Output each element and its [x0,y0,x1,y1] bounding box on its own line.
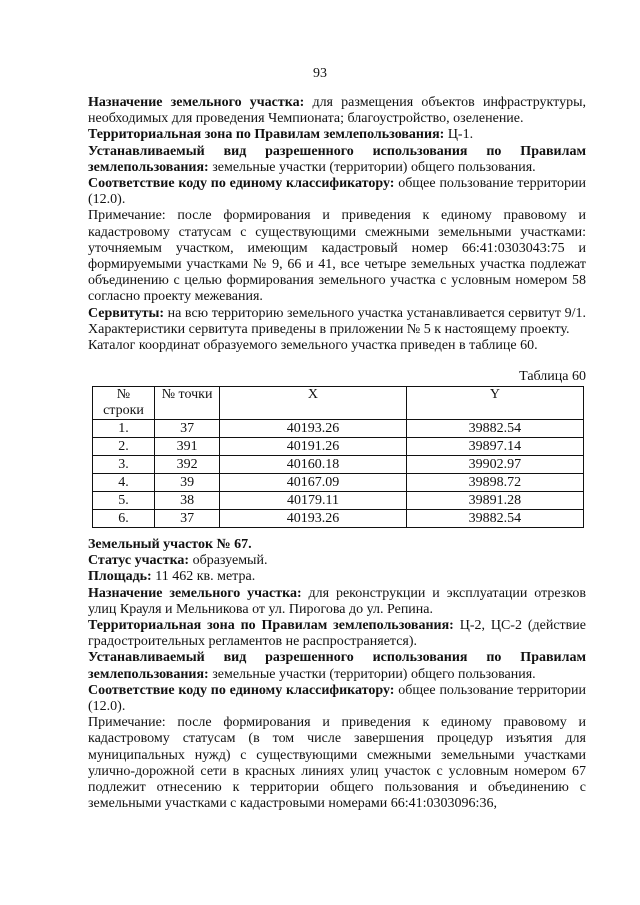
zone-label-2: Территориальная зона по Правилам землепользования: [88,618,454,634]
use-paragraph [88,144,586,176]
cell-x: 40167.09 [220,474,407,492]
cell-row-number: 5. [93,492,155,510]
cell-row-number: 4. [93,474,155,492]
cell-y: 39898.72 [406,474,583,492]
cell-y: 39882.54 [406,510,583,528]
table-row [93,510,584,528]
use-text: земельные участки (территории) общего пользования. [208,159,536,175]
header-x: X [220,387,407,420]
cell-point-number: 38 [154,492,219,510]
cell-y: 39897.14 [406,438,583,456]
header-row-number: № строки [93,387,155,420]
land-plot-description-top [88,95,586,354]
table-row [93,438,584,456]
use-label-2: Устанавливаемый вид разрешенного использования по Правилам землепользования: [88,650,586,682]
cell-y: 39902.97 [406,456,583,474]
code-label-2: Соответствие коду по единому классификатору: [88,682,395,698]
note-paragraph-2: Примечание: после формирования и приведения к единому правовому и кадастровому статусам (в том числе завершения процедур изъятия для муниципальных нужд) с существующими смежными земельными участками улично-дорожной сети в красных линиях улиц участок с условным номером 67 подлежит отнесению к территории общего пользования и объединению с земельными участками с кадастровыми номерами 66:41:0303096:36, [88,715,586,812]
header-point-number: № точки [154,387,219,420]
code-text: общее пользование территории (12.0). [88,176,586,208]
cell-y: 39882.54 [406,420,583,438]
cell-row-number: 2. [93,438,155,456]
servitude-text: на всю территорию земельного участка устанавливается сервитут 9/1. Характеристики сервитута приведены в приложении № 5 к настоящему проекту. [88,305,586,337]
cell-point-number: 37 [154,420,219,438]
cell-point-number: 391 [154,438,219,456]
cell-x: 40193.26 [220,420,407,438]
plot-heading: Земельный участок № 67. [88,537,252,552]
cell-y: 39891.28 [406,492,583,510]
cell-x: 40191.26 [220,438,407,456]
header-y: Y [406,387,583,420]
cell-row-number: 1. [93,420,155,438]
cell-point-number: 392 [154,456,219,474]
purpose-text-2: для реконструкции и эксплуатации отрезков улиц Крауля и Мельникова от ул. Пирогова до ул. Репина. [88,585,586,617]
zone-text: Ц-1. [444,127,474,143]
cell-x: 40179.11 [220,492,407,510]
purpose-text: для размещения объектов инфраструктуры, необходимых для проведения Чемпионата; благоустройство, озеленение. [88,95,586,127]
use-label: Устанавливаемый вид разрешенного использования по Правилам землепользования: [88,143,586,175]
purpose-label-2: Назначение земельного участка: [88,585,302,601]
cell-x: 40193.26 [220,510,407,528]
table-row [93,492,584,510]
code-label: Соответствие коду по единому классификатору: [88,176,395,192]
table-row [93,420,584,438]
cell-point-number: 39 [154,474,219,492]
zone-label: Территориальная зона по Правилам землепользования: [88,127,445,143]
status-paragraph [88,553,586,569]
purpose-paragraph [88,95,586,127]
cell-x: 40160.18 [220,456,407,474]
cell-row-number: 3. [93,456,155,474]
land-plot-67-description [88,537,586,812]
cell-point-number: 37 [154,510,219,528]
area-paragraph [88,569,586,585]
cell-row-number: 6. [93,510,155,528]
zone-paragraph [88,127,586,143]
table-caption: Таблица 60 [519,369,586,384]
use-text-2: земельные участки (территории) общего пользования. [208,666,536,682]
zone-text-2: Ц-2, ЦС-2 (действие градостроительных регламентов не распространяется). [88,618,586,650]
note-paragraph: Примечание: после формирования и приведения к единому правовому и кадастровому статусам с существующими смежными земельными участками: уточняемым участком, имеющим кадастровый номер 66:41:0303043:75 и формируемыми участками № 9, 66 и 41, все четыре земельных участка подлежат объединению с целью формирования земельного участка с условным номером 58 согласно проекту межевания. [88,208,586,305]
status-label: Статус участка: [88,553,190,569]
page-number: 93 [313,66,327,81]
status-text: образуемый. [189,553,268,569]
servitude-paragraph [88,306,586,338]
code-paragraph-2 [88,683,586,715]
area-text: 11 462 кв. метра. [151,569,256,585]
code-paragraph [88,176,586,208]
code-text-2: общее пользование территории (12.0). [88,682,586,715]
table-row [93,456,584,474]
area-label: Площадь: [88,569,152,585]
catalog-paragraph: Каталог координат образуемого земельного участка приведен в таблице 60. [88,338,538,354]
zone-paragraph-2 [88,618,586,650]
purpose-paragraph-2 [88,586,586,618]
coordinates-table [92,386,584,528]
servitude-label: Сервитуты: [88,305,165,321]
use-paragraph-2 [88,650,586,682]
purpose-label: Назначение земельного участка: [88,95,305,110]
table-row [93,474,584,492]
